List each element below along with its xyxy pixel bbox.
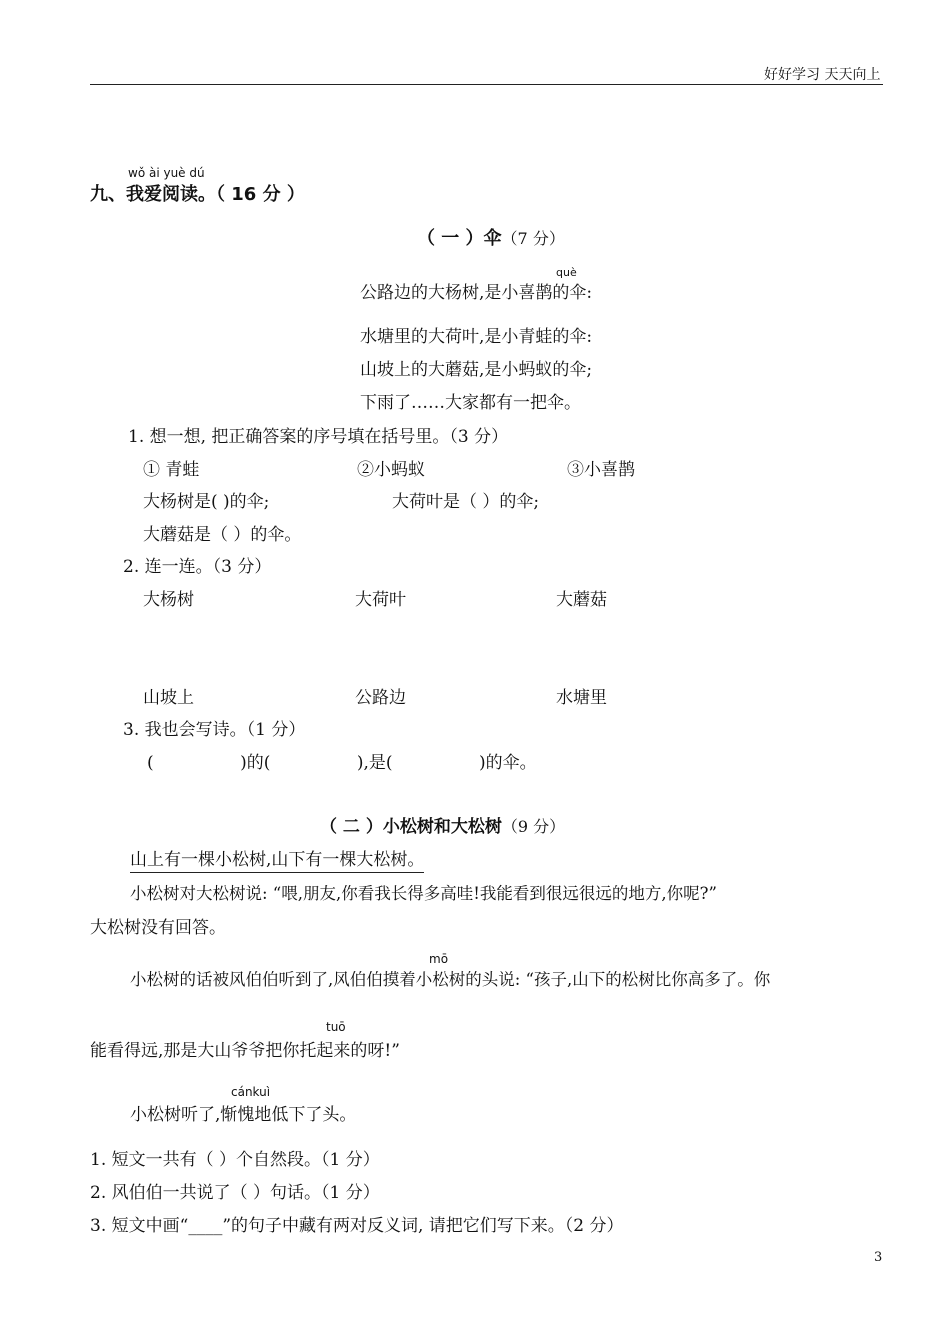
q2-bottom-1[interactable]: 山坡上 [143,688,194,708]
passage2-paragraph-4: 小松树听了,惭愧地低下了头。 [130,1105,357,1125]
section-title: 九、我爱阅读。（ 16 分 ） [90,184,305,205]
paragraph-4-pinyin: cánkuì [231,1085,271,1099]
poem-line3: 山坡上的大蘑菇,是小蚂蚁的伞; [360,360,593,380]
passage1-heading [417,224,565,250]
passage1-title: （ 一 ）伞 [417,228,502,249]
passage2-paragraph-1 [130,845,424,870]
section-title-pinyin: wǒ ài yuè dú [128,166,205,180]
passage2-title: （ 二 ）小松树和大松树 [320,817,502,837]
q1-option-2: ②小蚂蚁 [357,460,425,480]
poem-line4: 下雨了……大家都有一把伞。 [360,393,581,413]
q2-bottom-3[interactable]: 水塘里 [556,688,607,708]
q2-prompt: 2. 连一连。（3 分） [123,557,272,577]
passage2-paragraph-3: 小松树的话被风伯伯听到了,风伯伯摸着小松树的头说: “孩子,山下的松树比你高多了。你 [130,970,771,989]
q1-blank-3[interactable]: 大蘑菇是（ ）的伞。 [143,525,302,545]
q1-blank-1[interactable]: 大杨树是( )的伞; [143,492,270,512]
q3-prompt: 3. 我也会写诗。（1 分） [123,720,306,740]
passage2-question-2[interactable]: 2. 风伯伯一共说了（ ）句话。（1 分） [90,1183,380,1203]
underlined-sentence: 山上有一棵小松树,山下有一棵大松树。 [130,850,424,873]
passage2-question-1[interactable]: 1. 短文一共有（ ）个自然段。（1 分） [90,1150,380,1170]
poem-line1-pinyin: què [556,266,577,279]
paragraph-3-cont-pinyin: tuō [326,1020,346,1034]
q2-bottom-2[interactable]: 公路边 [355,688,406,708]
passage1-points: （7 分） [501,229,565,248]
header-motto: 好好学习 天天向上 [764,67,881,83]
q2-top-3[interactable]: 大蘑菇 [556,590,607,610]
passage2-paragraph-3-cont: 能看得远,那是大山爷爷把你托起来的呀!” [90,1041,400,1061]
q2-top-1[interactable]: 大杨树 [143,590,194,610]
q3-answer-line[interactable]: ( )的( ),是( )的伞。 [147,753,537,773]
q2-top-2[interactable]: 大荷叶 [355,590,406,610]
q1-blank-2[interactable]: 大荷叶是（ ）的伞; [392,492,540,512]
poem-line2: 水塘里的大荷叶,是小青蛙的伞: [360,327,593,347]
poem-line1: 公路边的大杨树,是小喜鹊的伞: [360,283,593,303]
q1-option-3: ③小喜鹊 [567,460,635,480]
paragraph-3-pinyin: mō [429,952,449,966]
page-number: 3 [874,1250,883,1265]
passage2-paragraph-2: 小松树对大松树说: “喂,朋友,你看我长得多高哇!我能看到很远很远的地方,你呢?” [130,884,717,903]
q1-prompt: 1. 想一想, 把正确答案的序号填在括号里。（3 分） [128,427,509,447]
passage2-question-3[interactable]: 3. 短文中画“____”的句子中藏有两对反义词, 请把它们写下来。（2 分） [90,1216,624,1236]
passage2-paragraph-2-cont: 大松树没有回答。 [90,918,226,938]
header-divider [90,84,883,85]
passage2-points: （9 分） [501,817,566,836]
passage2-heading [320,812,565,837]
q1-option-1: ① 青蛙 [143,460,200,480]
